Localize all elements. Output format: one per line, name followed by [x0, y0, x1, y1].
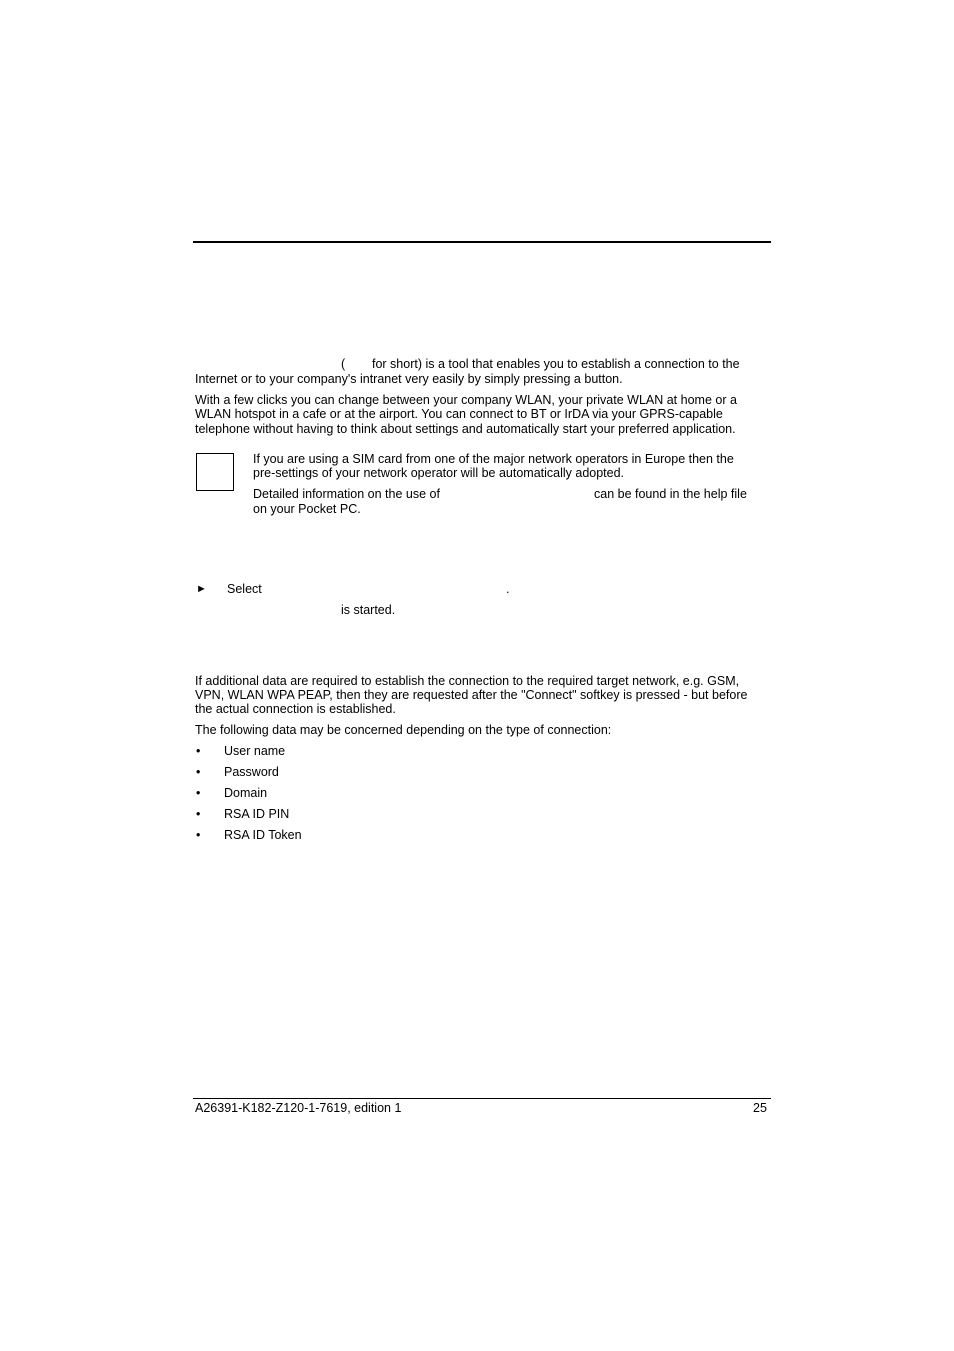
intro-line-1: for short) is a tool that enables you to establish a connection to the	[372, 357, 740, 371]
bullet-icon: •	[196, 786, 201, 800]
list-item: RSA ID PIN	[224, 807, 290, 821]
intro-open-paren: (	[341, 357, 346, 371]
list-item: RSA ID Token	[224, 828, 302, 842]
para4: The following data may be concerned depending on the type of connection:	[195, 723, 612, 737]
page-number: 25	[753, 1101, 767, 1115]
para3-line-1: If additional data are required to establish the connection to the required target network, e.g. GSM,	[195, 674, 740, 688]
para3-line-2: VPN, WLAN WPA PEAP, then they are requested after the "Connect" softkey is pressed - but before	[195, 688, 748, 702]
step-period: .	[506, 582, 510, 596]
header-rule	[193, 241, 771, 243]
para2-line-2: WLAN hotspot in a cafe or at the airport. You can connect to BT or IrDA via your GPRS-capable	[195, 407, 723, 421]
para2-line-3: telephone without having to think about settings and automatically start your preferred application.	[195, 422, 736, 436]
step-result: is started.	[341, 603, 396, 617]
bullet-icon: •	[196, 807, 201, 821]
bullet-icon: •	[196, 765, 201, 779]
note-line-4: on your Pocket PC.	[253, 502, 361, 516]
note-icon	[196, 453, 234, 491]
note-line-3-end: can be found in the help file	[594, 487, 747, 501]
step-select-label: Select	[227, 582, 262, 596]
note-line-2: pre-settings of your network operator will be automatically adopted.	[253, 466, 625, 480]
footer-doc-id: A26391-K182-Z120-1-7619, edition 1	[195, 1101, 402, 1115]
list-item: Domain	[224, 786, 268, 800]
note-line-1: If you are using a SIM card from one of the major network operators in Europe then the	[253, 452, 734, 466]
intro-line-2: Internet or to your company's intranet very easily by simply pressing a button.	[195, 372, 623, 386]
bullet-icon: •	[196, 828, 201, 842]
para2-line-1: With a few clicks you can change between your company WLAN, your private WLAN at home or a	[195, 393, 737, 407]
list-item: User name	[224, 744, 286, 758]
step-arrow-icon: ►	[196, 583, 207, 595]
note-line-3-start: Detailed information on the use of	[253, 487, 440, 501]
bullet-icon: •	[196, 744, 201, 758]
footer-rule	[193, 1098, 771, 1099]
para3-line-3: the actual connection is established.	[195, 702, 396, 716]
list-item: Password	[224, 765, 279, 779]
